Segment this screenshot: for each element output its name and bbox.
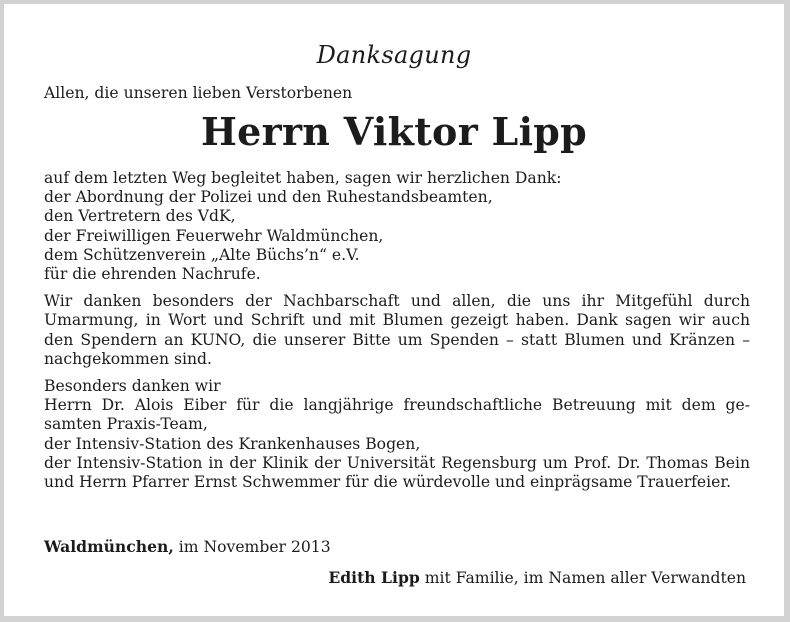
place-name: Waldmünchen, [44, 537, 174, 556]
notice-heading: Danksagung [316, 41, 472, 69]
intro-line: Allen, die unseren lieben Verstorbenen [44, 84, 353, 102]
special-thanks-line: Besonders danken wir [44, 377, 221, 396]
place-date [44, 537, 331, 556]
special-thanks-line: Herrn Dr. Alois Eiber für die langjährige freundschaftliche Betreuung mit dem ge-samten Praxis-Team, [44, 396, 750, 434]
thanks-line: den Vertretern des VdK, [44, 207, 236, 226]
neighbours-paragraph: Wir danken besonders der Nachbarschaft und allen, die uns ihr Mitgefühl durch Umarmung, in Wort und Schrift und mit Blumen gezeigt haben. Dank sagen wir auch den Spendern an KUNO, die unserer Bitte um Spenden – statt Blumen und Kränzen – nachgekommen sind. [44, 292, 750, 368]
thanks-line: dem Schützenverein „Alte Büchs’n“ e.V. [44, 245, 360, 264]
signature [328, 568, 746, 587]
notice-body [44, 169, 750, 492]
date-text: im November 2013 [173, 538, 331, 556]
thanks-line: für die ehrenden Nachrufe. [44, 265, 261, 284]
thanks-line: der Abordnung der Polizei und den Ruhestandsbeamten, [44, 188, 493, 207]
signer-family: mit Familie, im Namen aller Verwandten [419, 569, 746, 587]
thanks-line: auf dem letzten Weg begleitet haben, sagen wir herzlichen Dank: [44, 169, 562, 187]
thanks-list [44, 169, 750, 284]
obituary-notice [4, 4, 784, 616]
thanks-line: der Freiwilligen Feuerwehr Waldmünchen, [44, 226, 384, 245]
special-thanks-line: der Intensiv-Station in der Klinik der Universität Regensburg um Prof. Dr. Thomas Bein und Herrn Pfarrer Ernst Schwemmer für die würdevolle und einprägsame Trauerfeier. [44, 453, 750, 492]
deceased-name: Herrn Viktor Lipp [200, 109, 588, 154]
signer-name: Edith Lipp [328, 568, 420, 587]
special-thanks [44, 377, 750, 492]
special-thanks-line: der Intensiv-Station des Krankenhauses Bogen, [44, 434, 421, 453]
